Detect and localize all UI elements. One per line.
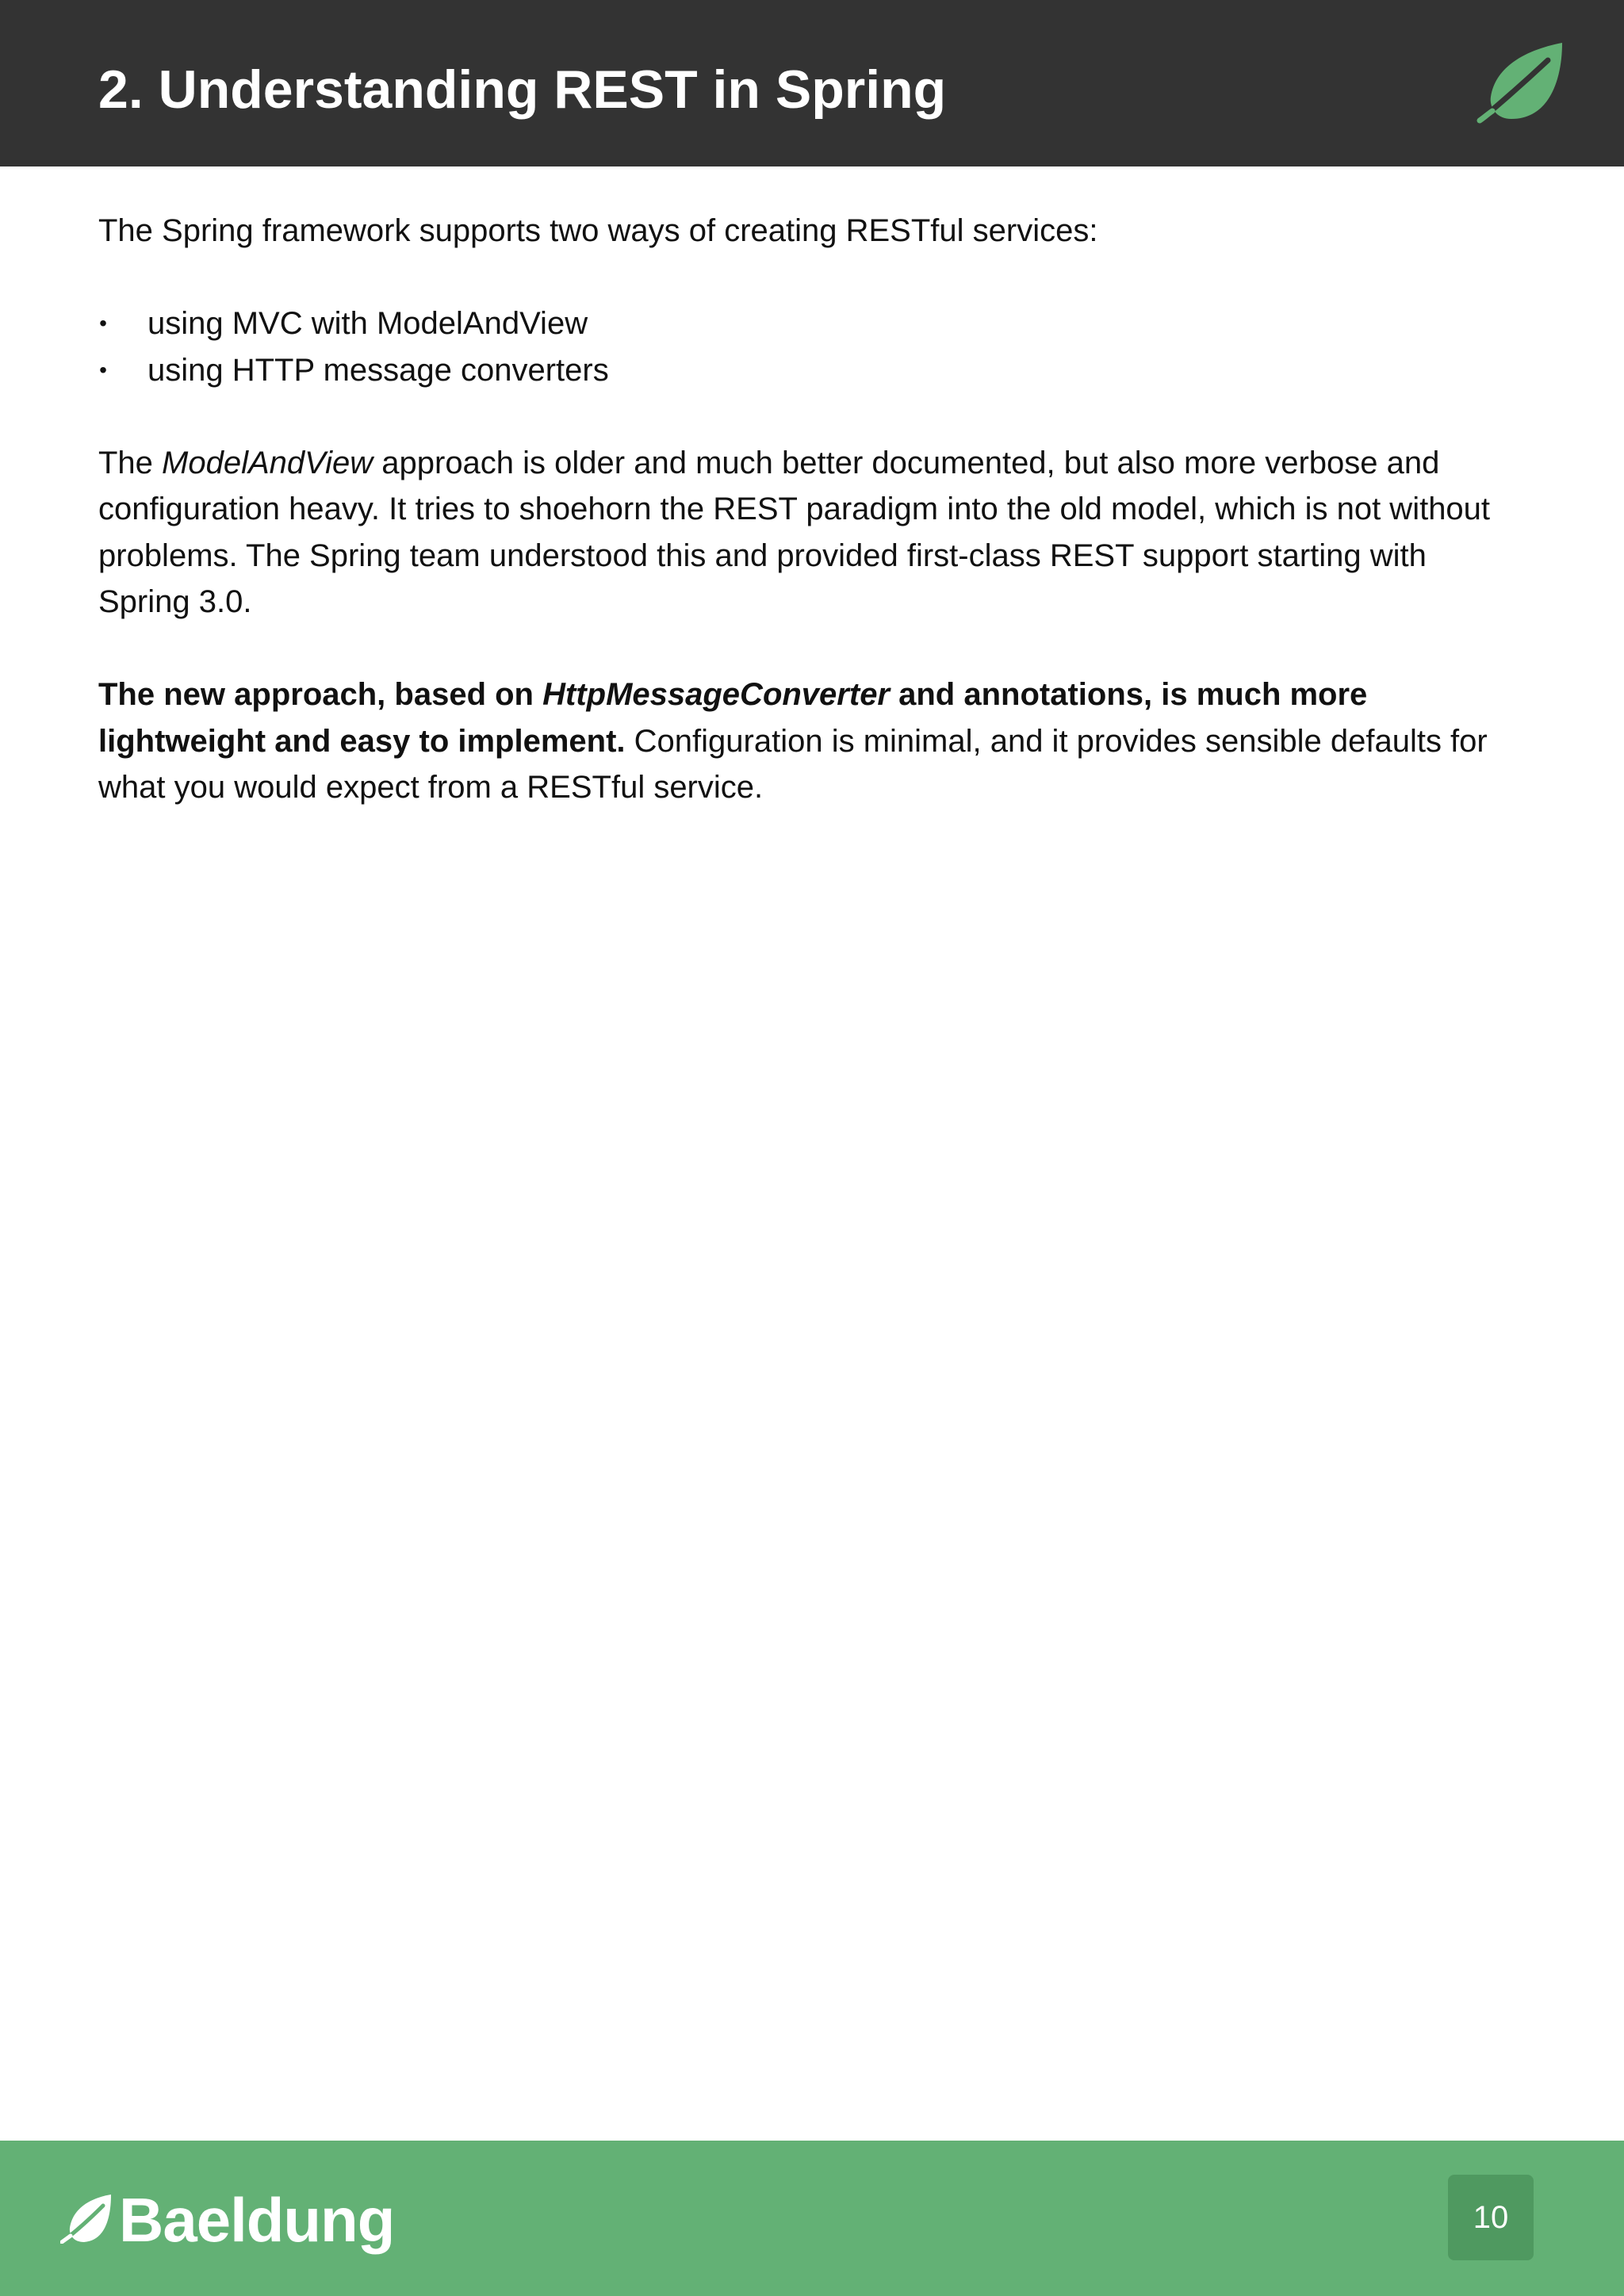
text-run: and annotations, is much more lightweight and easy to implement. bbox=[98, 677, 1368, 759]
approach-list bbox=[98, 300, 1526, 393]
text-run: Configuration is minimal, and it provides sensible defaults for what you would expect from a RESTful service. bbox=[98, 723, 1488, 805]
text-run: The new approach, based on bbox=[98, 677, 543, 712]
page-header bbox=[0, 0, 1624, 166]
intro-paragraph: The Spring framework supports two ways of creating RESTful services: bbox=[98, 213, 1098, 248]
page-number-badge: 10 bbox=[1448, 2175, 1534, 2260]
modelandview-paragraph bbox=[98, 440, 1526, 626]
spring-leaf-icon bbox=[1477, 41, 1565, 124]
bullet-icon: • bbox=[99, 357, 107, 382]
text-run: approach is older and much better documented, but also more verbose and configuration heavy. It tries to shoehorn the REST paradigm into the old model, which is not without problems. The Spring team understood this and provided first-class REST support starting with Spring 3.0. bbox=[98, 445, 1491, 619]
list-item bbox=[98, 347, 1526, 394]
page-content bbox=[98, 208, 1526, 857]
list-item-text: using HTTP message converters bbox=[147, 352, 609, 388]
emphasis-text: ModelAndView bbox=[162, 445, 373, 480]
list-item bbox=[98, 300, 1526, 347]
baeldung-leaf-icon bbox=[60, 2193, 113, 2244]
list-item-text: using MVC with ModelAndView bbox=[147, 306, 588, 341]
emphasis-text: HttpMessageConverter bbox=[542, 677, 890, 712]
new-approach-paragraph bbox=[98, 672, 1526, 811]
page-title: 2. Understanding REST in Spring bbox=[98, 59, 947, 120]
brand-logo-text: Baeldung bbox=[119, 2185, 395, 2255]
text-run: The bbox=[98, 445, 163, 480]
bullet-icon: • bbox=[99, 311, 107, 335]
